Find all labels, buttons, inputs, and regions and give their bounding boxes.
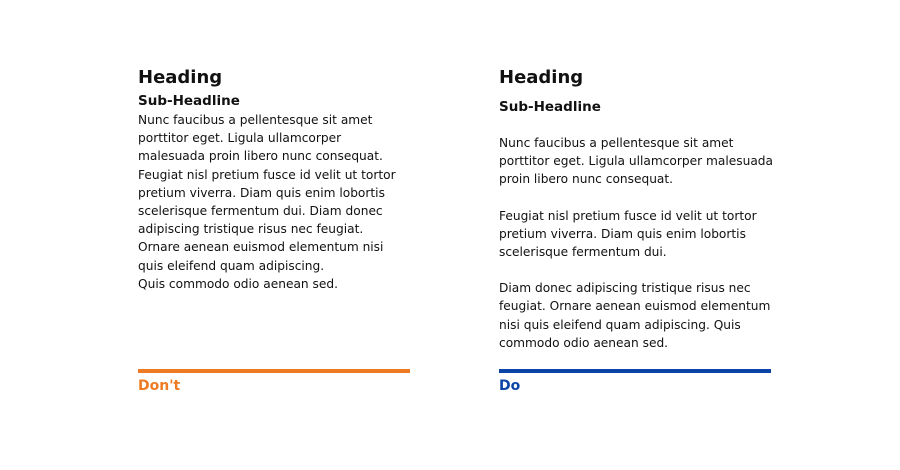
dont-body-line: quis eleifend quam adipiscing.: [138, 258, 325, 273]
dont-body-line: malesuada proin libero nunc consequat.: [138, 149, 383, 164]
dont-body-line: Nunc faucibus a pellentesque sit amet: [138, 113, 373, 127]
dont-body-line: Quis commodo odio aenean sed.: [138, 276, 338, 291]
do-body-line: porttitor eget. Ligula ullamcorper malesuada: [499, 154, 773, 169]
dont-body-line: Ornare aenean euismod elementum nisi: [138, 240, 384, 255]
do-body-line: pretium viverra. Diam quis enim lobortis: [499, 226, 746, 241]
do-body-line: commodo odio aenean sed.: [499, 335, 669, 350]
do-example-panel: [499, 66, 771, 352]
dont-body-line: scelerisque fermentum dui. Diam donec: [138, 204, 383, 219]
do-accent-bar: [499, 369, 771, 373]
dont-body-line: porttitor eget. Ligula ullamcorper: [138, 131, 342, 146]
dont-body-text: [138, 111, 410, 293]
dont-body-line: pretium viverra. Diam quis enim lobortis: [138, 185, 385, 200]
do-paragraph-3: [499, 279, 771, 352]
do-body-line: scelerisque fermentum dui.: [499, 245, 667, 260]
dont-body-line: Feugiat nisl pretium fusce id velit ut tortor: [138, 167, 396, 182]
do-paragraph-1: [499, 134, 771, 189]
dont-example-panel: [138, 66, 410, 293]
dont-heading: Heading: [138, 67, 223, 88]
do-body-line: Feugiat nisl pretium fusce id velit ut tortor: [499, 208, 757, 223]
do-paragraph-2: [499, 207, 771, 262]
do-subheadline: Sub-Headline: [499, 99, 601, 115]
dont-accent-bar: [138, 369, 410, 373]
do-body-line: Nunc faucibus a pellentesque sit amet: [499, 136, 734, 150]
do-body-line: feugiat. Ornare aenean euismod elementum: [499, 299, 771, 314]
do-heading: Heading: [499, 67, 584, 88]
do-label: Do: [499, 378, 521, 394]
do-body-line: nisi quis eleifend quam adipiscing. Quis: [499, 317, 741, 332]
dont-label: Don't: [138, 378, 181, 394]
dont-subheadline: Sub-Headline: [138, 93, 240, 109]
do-body-line: proin libero nunc consequat.: [499, 172, 674, 187]
dont-body-line: adipiscing tristique risus nec feugiat.: [138, 222, 364, 237]
do-body-line: Diam donec adipiscing tristique risus nec: [499, 281, 751, 296]
